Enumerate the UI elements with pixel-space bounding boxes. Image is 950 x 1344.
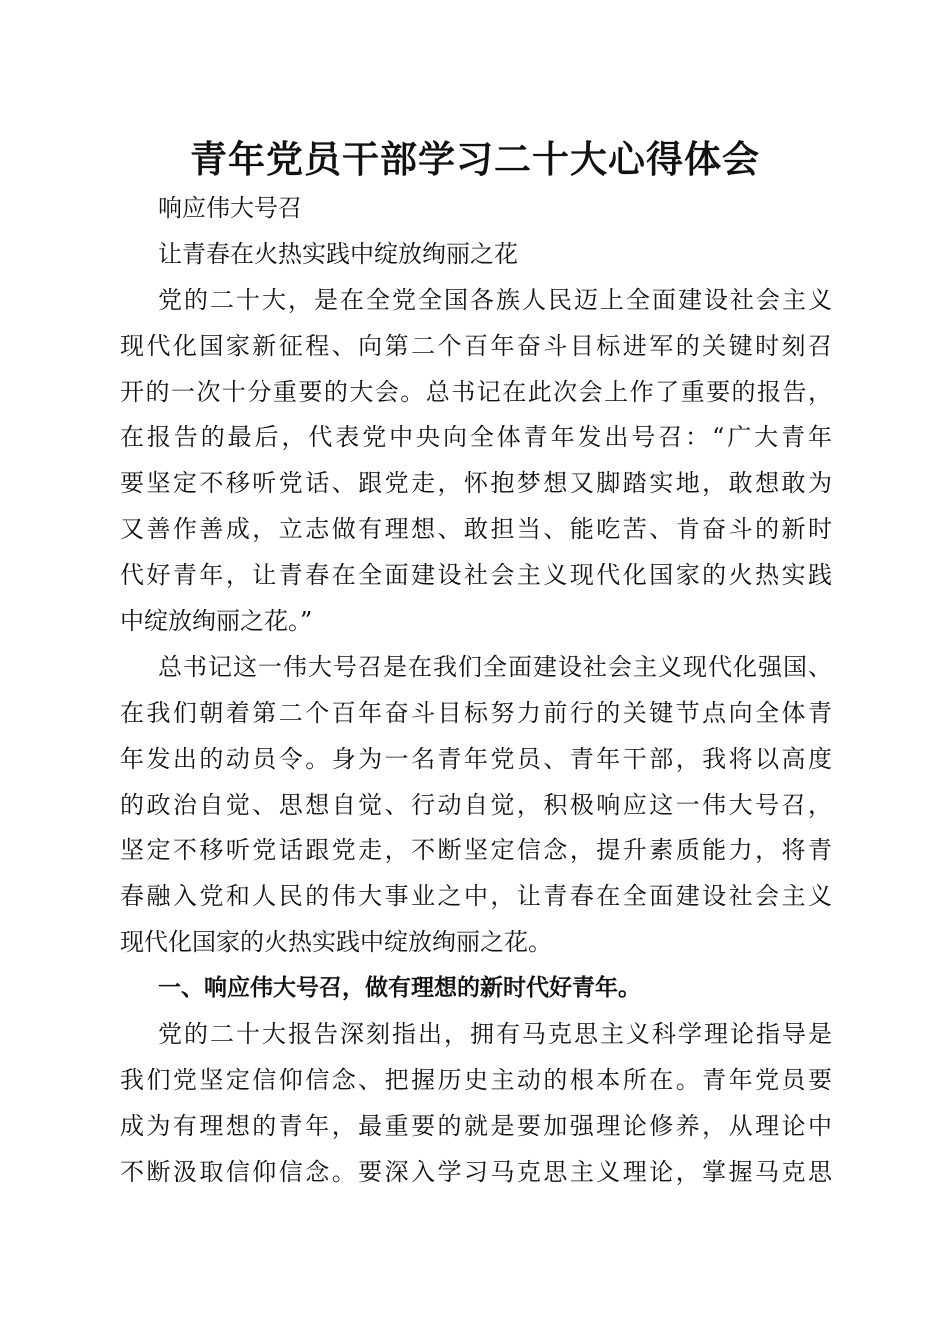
paragraph-line: 坚定不移听党话跟党走，不断坚定信念，提升素质能力，将青 — [120, 836, 832, 865]
paragraph-line: 现代化国家的火热实践中绽放绚丽之花。 — [120, 928, 552, 957]
paragraph-line: 响应伟大号召 — [158, 194, 302, 222]
section-heading: 一、响应伟大号召，做有理想的新时代好青年。 — [158, 975, 641, 1002]
document-title: 青年党员干部学习二十大心得体会 — [190, 137, 760, 181]
paragraph-line: 让青春在火热实践中绽放绚丽之花 — [158, 239, 518, 268]
paragraph-line: 年发出的动员令。身为一名青年党员、青年干部，我将以高度 — [120, 744, 832, 773]
document-body — [120, 186, 832, 1196]
paragraph-line: 在报告的最后，代表党中央向全体青年发出号召：“广大青年 — [120, 423, 832, 452]
paragraph-line: 不断汲取信仰信念。要深入学习马克思主义理论，掌握马克思 — [120, 1157, 832, 1186]
paragraph-line: 在我们朝着第二个百年奋斗目标努力前行的关键节点向全体青 — [120, 698, 832, 727]
paragraph-line: 的政治自觉、思想自觉、行动自觉，积极响应这一伟大号召， — [120, 790, 832, 819]
paragraph-line: 党的二十大，是在全党全国各族人民迈上全面建设社会主义 — [158, 285, 832, 314]
paragraph-line: 代好青年，让青春在全面建设社会主义现代化国家的火热实践 — [120, 561, 832, 590]
paragraph-line: 现代化国家新征程、向第二个百年奋斗目标进军的关键时刻召 — [120, 331, 832, 360]
paragraph-line: 总书记这一伟大号召是在我们全面建设社会主义现代化强国、 — [158, 652, 832, 681]
paragraph-line: 春融入党和人民的伟大事业之中，让青春在全面建设社会主义 — [120, 882, 832, 911]
paragraph-line: 中绽放绚丽之花。” — [120, 607, 313, 636]
paragraph-line: 成为有理想的青年，最重要的就是要加强理论修养，从理论中 — [120, 1111, 832, 1140]
paragraph-line: 我们党坚定信仰信念、把握历史主动的根本所在。青年党员要 — [120, 1065, 832, 1094]
paragraph-line: 又善作善成，立志做有理想、敢担当、能吃苦、肯奋斗的新时 — [120, 515, 832, 544]
paragraph-line: 要坚定不移听党话、跟党走，怀抱梦想又脚踏实地，敢想敢为 — [120, 469, 832, 498]
paragraph-line: 党的二十大报告深刻指出，拥有马克思主义科学理论指导是 — [158, 1020, 832, 1049]
paragraph-line: 开的一次十分重要的大会。总书记在此次会上作了重要的报告， — [120, 377, 832, 406]
